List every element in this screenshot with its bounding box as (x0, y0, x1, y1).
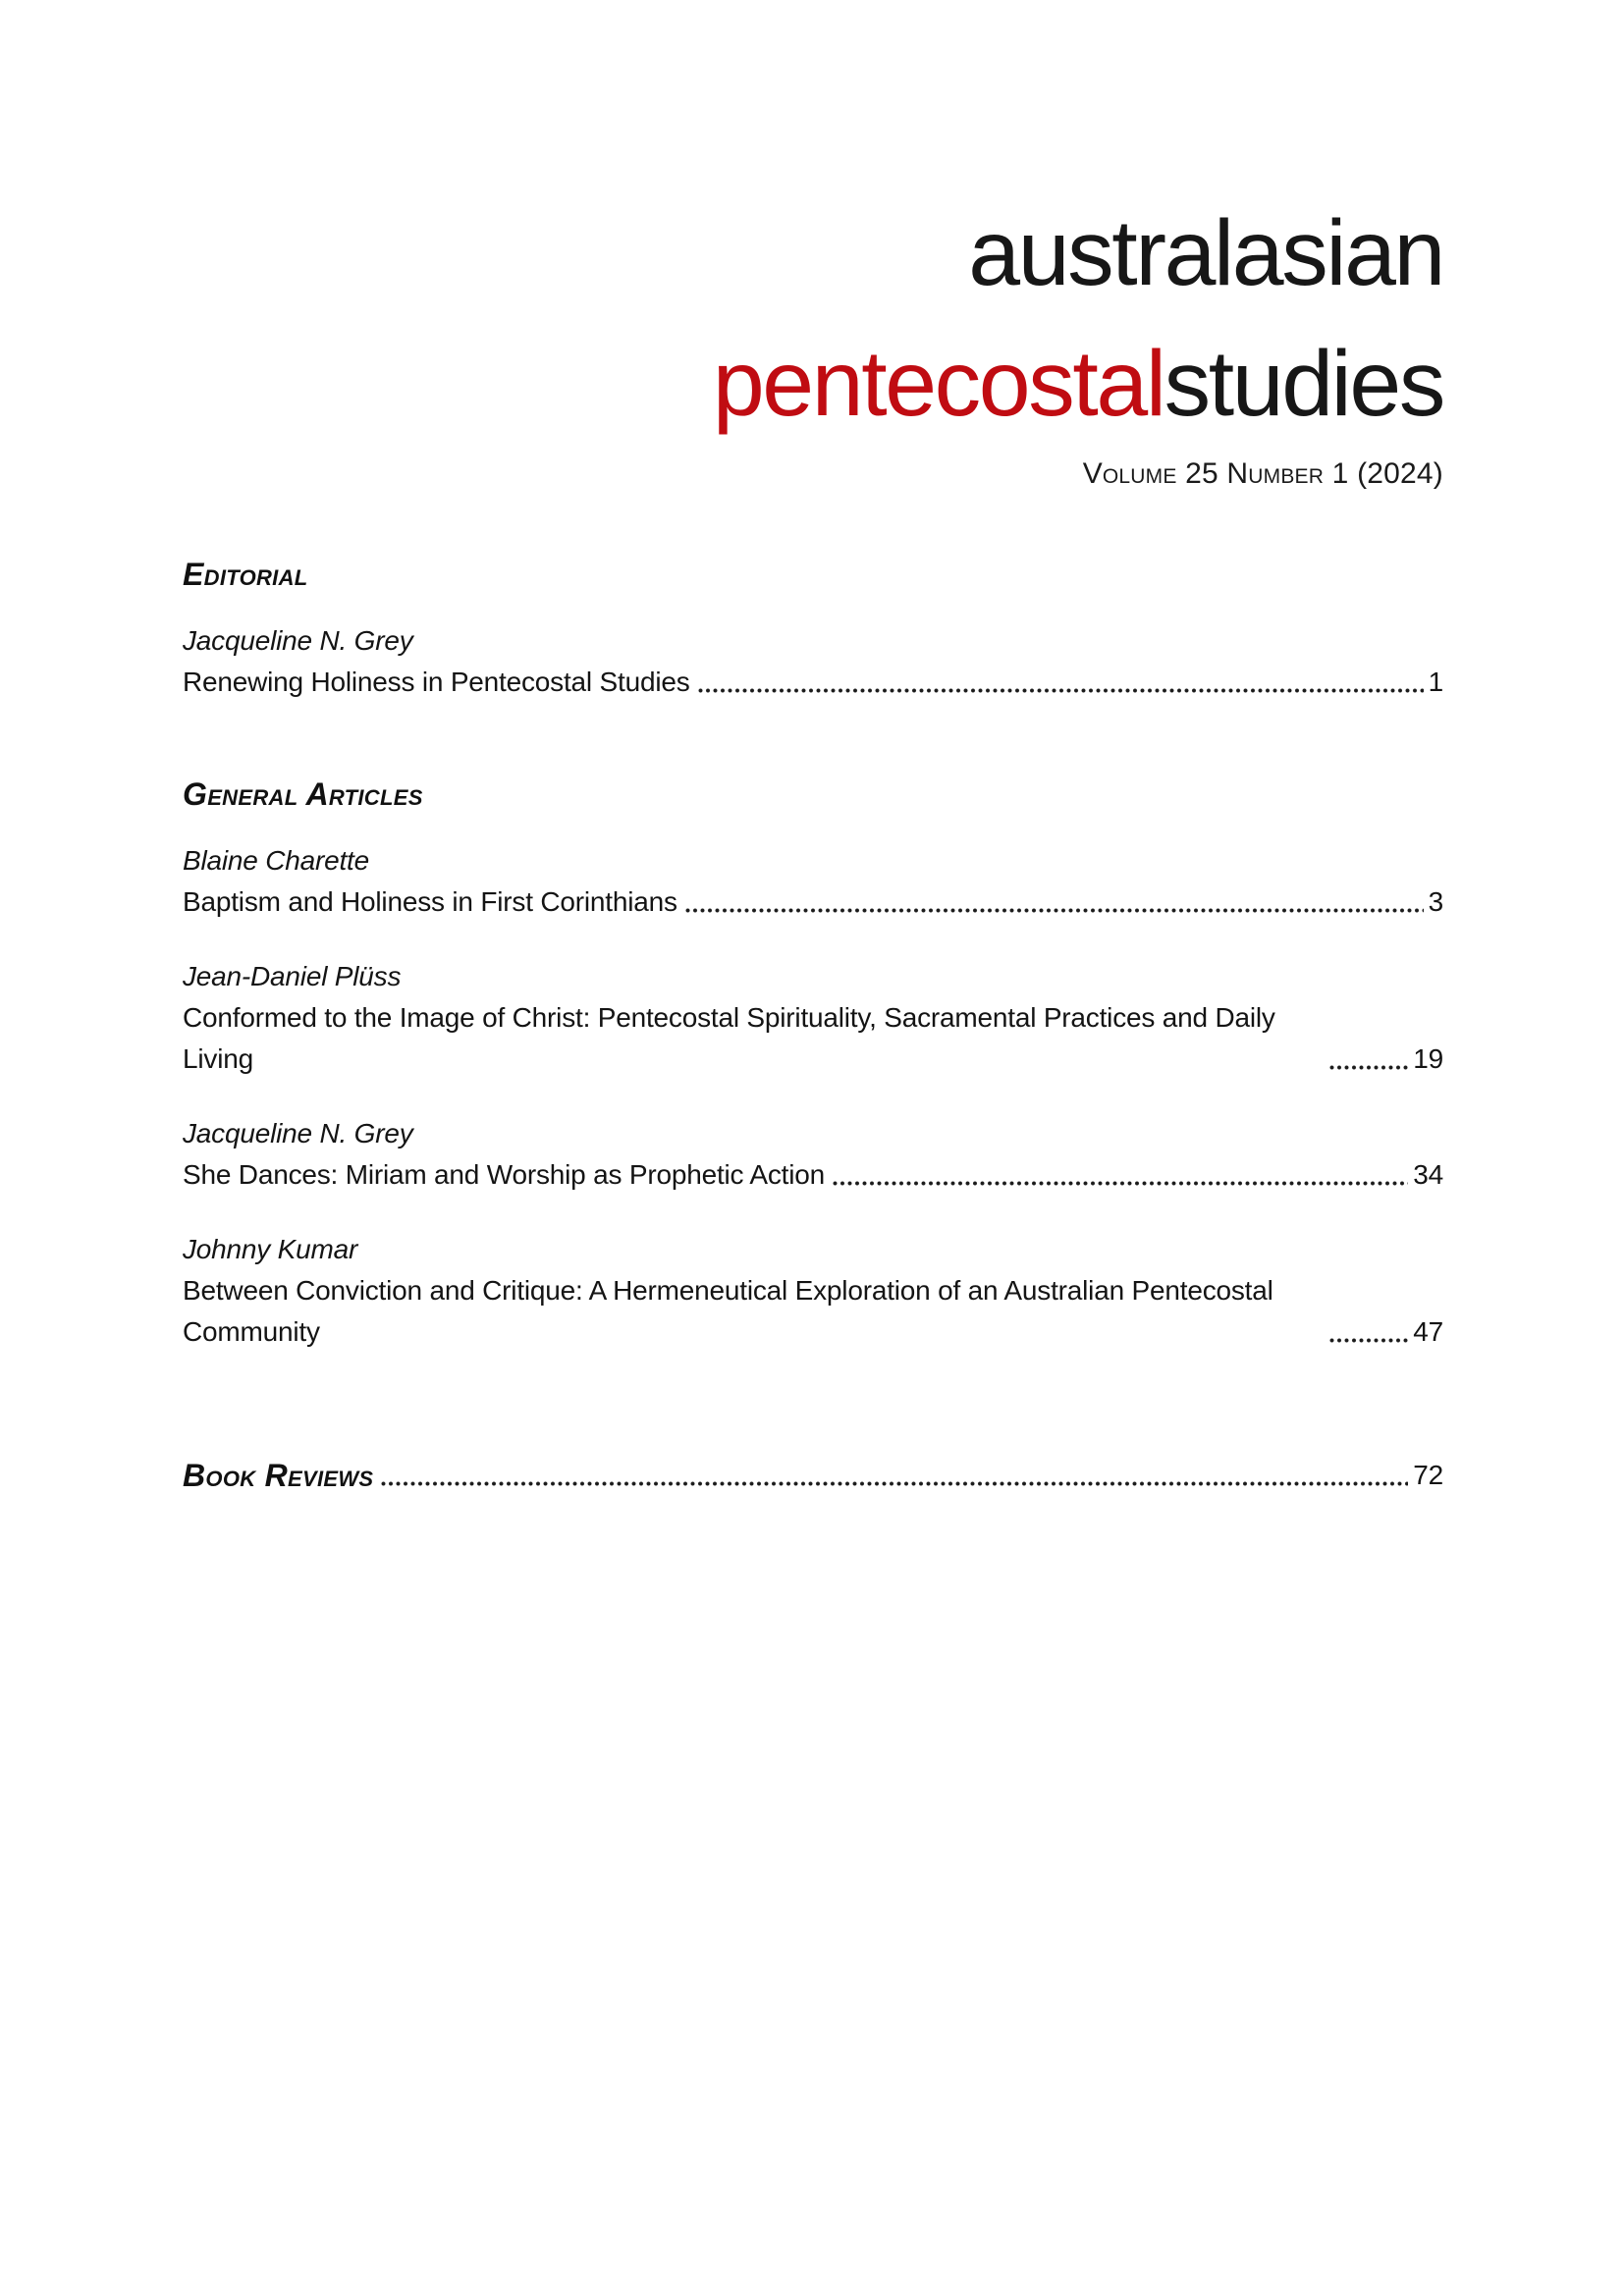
volume-number-line: Volume 25 Number 1 (2024) (1082, 457, 1443, 490)
section-book-reviews (183, 1455, 1443, 1496)
toc-line (183, 1154, 1443, 1196)
dot-leader (1329, 1065, 1408, 1070)
dot-leader (833, 1181, 1408, 1186)
dot-leader (381, 1481, 1408, 1486)
toc-entry (183, 1229, 1443, 1353)
section-heading-general-articles: General Articles (183, 776, 423, 812)
entry-page-number: 34 (1413, 1159, 1443, 1190)
entry-author: Jacqueline N. Grey (183, 1118, 413, 1148)
dot-leader (685, 908, 1424, 913)
entry-author: Blaine Charette (183, 845, 370, 876)
entry-title: She Dances: Miriam and Worship as Prophetic Action (183, 1159, 826, 1190)
toc-entry (183, 956, 1443, 1080)
journal-masthead (183, 188, 1443, 495)
dot-leader (698, 688, 1424, 693)
entry-title: Between Conviction and Critique: A Hermeneutical Exploration of an Australian Pentecostal Community (183, 1275, 1273, 1347)
toc-line (183, 881, 1443, 923)
entry-author: Johnny Kumar (183, 1234, 358, 1264)
entry-title: Baptism and Holiness in First Corinthians (183, 886, 677, 917)
journal-title-line2 (183, 319, 1443, 450)
entry-page-number: 47 (1413, 1316, 1443, 1347)
toc-entry (183, 620, 1443, 703)
section-heading-editorial: Editorial (183, 557, 308, 592)
journal-title-line1: australasian (968, 201, 1443, 305)
toc-line (183, 997, 1443, 1080)
toc-line (183, 1455, 1443, 1496)
toc-entry (183, 1113, 1443, 1196)
entry-page-number: 3 (1428, 886, 1443, 917)
toc-line (183, 1270, 1443, 1353)
entry-author: Jean-Daniel Plüss (183, 961, 402, 991)
entry-title: Conformed to the Image of Christ: Pentecostal Spirituality, Sacramental Practices and Daily Living (183, 1002, 1275, 1074)
dot-leader (1329, 1338, 1408, 1343)
toc-entry (183, 840, 1443, 923)
toc-line (183, 662, 1443, 703)
section-heading-book-reviews: Book Reviews (183, 1458, 374, 1493)
journal-title-accent-word: pentecostal (712, 332, 1164, 436)
entry-title: Renewing Holiness in Pentecostal Studies (183, 667, 690, 697)
journal-title-rest-word: studies (1164, 332, 1443, 436)
entry-page-number: 72 (1413, 1460, 1443, 1490)
entry-page-number: 1 (1428, 667, 1443, 697)
section-general-articles (183, 774, 1443, 1353)
entry-page-number: 19 (1413, 1043, 1443, 1074)
entry-author: Jacqueline N. Grey (183, 625, 413, 656)
section-editorial (183, 554, 1443, 703)
